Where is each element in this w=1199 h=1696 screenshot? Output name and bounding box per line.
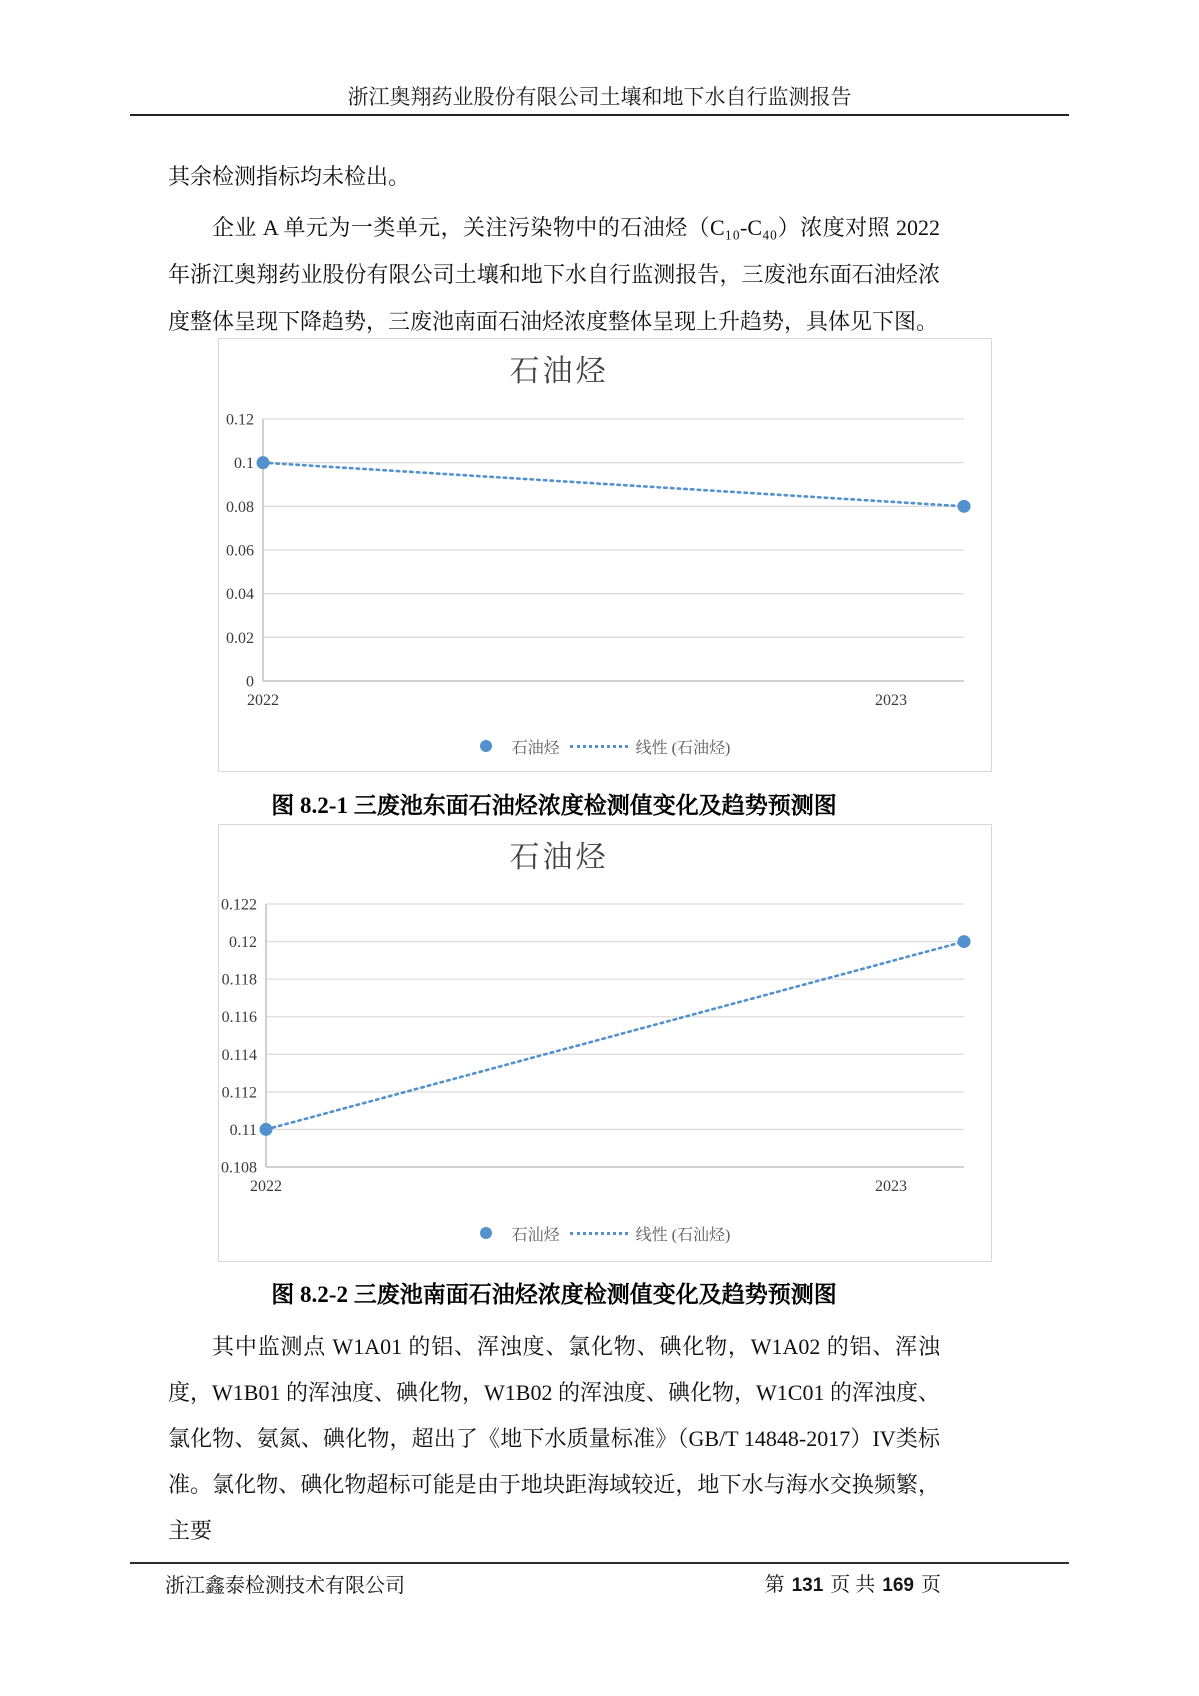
data-point bbox=[958, 500, 971, 513]
x-tick-label: 2022 bbox=[247, 692, 279, 709]
figure-caption-2: 图 8.2-2 三废池南面石油烃浓度检测值变化及趋势预测图 bbox=[271, 1282, 837, 1307]
legend-series-label: 石油烃 bbox=[511, 739, 560, 757]
total-page-number: 169 bbox=[882, 1575, 914, 1596]
y-tick-label: 0.114 bbox=[221, 1046, 257, 1064]
series-marker-icon bbox=[480, 740, 492, 752]
paragraph-unit-a-trend: 企业 A 单元为一类单元，关注污染物中的石油烃（C₁₀-C₄₀）浓度对照 2022 年浙江奥翔药业股份有限公司土壤和地下水自行监测报告，三废池东面石油烃浓度整体呈现下降趋势，三废池南面石油烃浓度整体呈现上升趋势，具体见下图。 bbox=[168, 215, 940, 334]
chart-legend bbox=[219, 1220, 991, 1246]
paragraph-undetected-indicators: 其余检测指标均未检出。 bbox=[168, 164, 411, 189]
y-tick-label: 0.12 bbox=[226, 411, 254, 429]
trend-line bbox=[263, 463, 964, 507]
x-tick-label: 2023 bbox=[875, 692, 907, 709]
petroleum-south-line-chart bbox=[219, 825, 990, 1260]
current-page-number: 131 bbox=[791, 1575, 824, 1596]
y-tick-label: 0.118 bbox=[221, 971, 257, 989]
data-point bbox=[257, 456, 270, 469]
page-word-mid: 页 共 bbox=[830, 1574, 876, 1596]
y-tick-label: 0.08 bbox=[226, 498, 254, 516]
y-tick-label: 0.11 bbox=[229, 1121, 257, 1139]
y-tick-label: 0.1 bbox=[234, 455, 254, 473]
trend-line bbox=[266, 942, 964, 1130]
footer-divider bbox=[130, 1562, 1069, 1564]
y-tick-label: 0.02 bbox=[226, 629, 254, 647]
page-word-prefix: 第 bbox=[764, 1574, 785, 1596]
header-divider bbox=[130, 114, 1069, 116]
figure-caption-1: 图 8.2-1 三废池东面石油烃浓度检测值变化及趋势预测图 bbox=[271, 793, 837, 818]
series-marker-icon bbox=[480, 1227, 492, 1239]
trend-line-icon bbox=[570, 1232, 628, 1235]
x-tick-label: 2023 bbox=[875, 1178, 907, 1195]
header-title: 浙江奥翔药业股份有限公司土壤和地下水自行监测报告 bbox=[347, 85, 852, 109]
page-word-suffix: 页 bbox=[921, 1574, 941, 1596]
document-footer bbox=[165, 1570, 941, 1601]
data-point bbox=[958, 935, 971, 948]
figure-east-pond-chart bbox=[218, 338, 992, 772]
y-tick-label: 0 bbox=[246, 673, 254, 691]
chart-title: 石油烃 bbox=[509, 355, 609, 388]
petroleum-east-line-chart bbox=[219, 339, 990, 770]
y-tick-label: 0.04 bbox=[226, 586, 254, 604]
y-tick-label: 0.108 bbox=[221, 1159, 257, 1177]
y-tick-label: 0.112 bbox=[221, 1084, 257, 1102]
y-tick-label: 0.122 bbox=[221, 896, 257, 914]
y-tick-label: 0.12 bbox=[229, 934, 257, 952]
x-tick-label: 2022 bbox=[250, 1178, 282, 1195]
legend-trend-label: 线性 (石汕烃) bbox=[635, 1226, 731, 1244]
figure-south-pond-chart bbox=[218, 824, 992, 1262]
y-tick-label: 0.06 bbox=[226, 542, 254, 560]
footer-company: 浙江鑫泰检测技术有限公司 bbox=[165, 1574, 405, 1597]
footer-page-info bbox=[765, 1570, 941, 1601]
data-point bbox=[260, 1123, 273, 1136]
legend-series-label: 石汕烃 bbox=[511, 1226, 560, 1244]
trend-line-icon bbox=[570, 745, 628, 748]
paragraph-monitoring-points: 其中监测点 W1A01 的铝、浑浊度、氯化物、碘化物，W1A02 的铝、浑浊度，W1B01 的浑浊度、碘化物，W1B02 的浑浊度、碘化物，W1C01 的浑浊度、氯化物、氨氮、碘化物，超出了《地下水质量标准》（GB/T 14848-2017）IV类标准。氯化物、碘化物超标可能是由于地块距海域较近，地下水与海水交换频繁，主要 bbox=[168, 1334, 940, 1543]
legend-trend-label: 线性 (石油烃) bbox=[635, 739, 731, 757]
chart-title: 石油烃 bbox=[509, 841, 609, 874]
chart-legend bbox=[219, 733, 991, 759]
y-tick-label: 0.116 bbox=[221, 1009, 257, 1027]
